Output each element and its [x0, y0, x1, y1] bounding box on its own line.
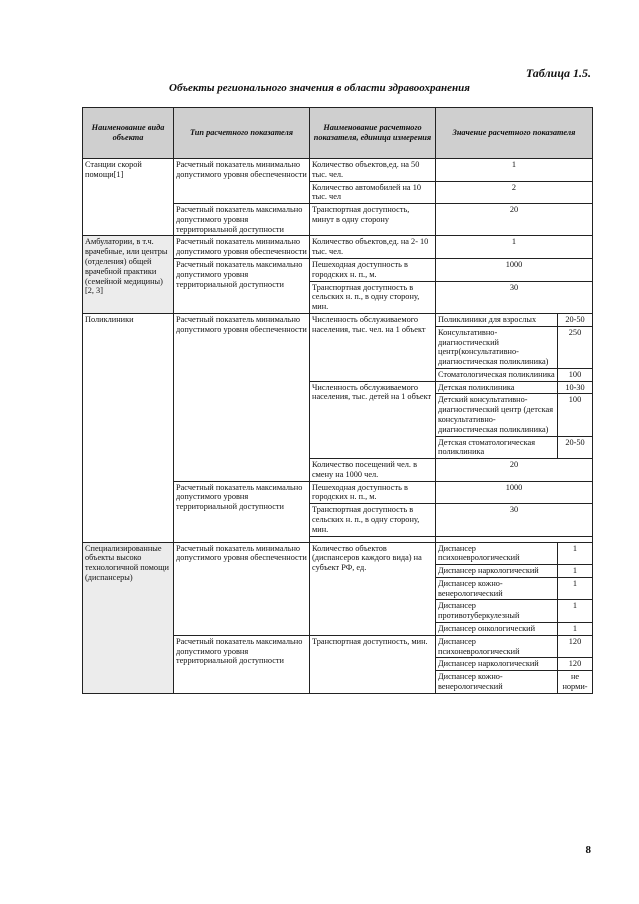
facility-type: Диспансер кожно-венерологический: [436, 577, 558, 600]
page-number: 8: [585, 844, 591, 856]
indicator-type: Расчетный показатель максимально допустимого уровня территориальной доступности: [174, 635, 310, 693]
table-header-row: [83, 108, 593, 159]
indicator-value: 2: [436, 181, 593, 204]
facility-type: Поликлиники для взрослых: [436, 313, 558, 326]
indicator-name: Количество автомобилей на 10 тыс. чел: [310, 181, 436, 204]
indicator-type: Расчетный показатель максимально допустимого уровня территориальной доступности: [174, 259, 310, 314]
indicator-name: Численность обслуживаемого населения, тыс. чел. на 1 объект: [310, 313, 436, 381]
facility-type: Детский консультативно-диагностический центр (детская консультативно-диагностическая поликлиника): [436, 394, 558, 436]
indicator-type: Расчетный показатель максимально допустимого уровня территориальной доступности: [174, 204, 310, 236]
indicator-type: Расчетный показатель максимально допустимого уровня территориальной доступности: [174, 481, 310, 542]
table-row: [83, 313, 593, 326]
facility-value: 120: [558, 635, 593, 658]
indicator-name: Количество объектов,ед. на 2- 10 тыс. чел.: [310, 236, 436, 259]
facility-value: 250: [558, 326, 593, 368]
table-row: [83, 542, 593, 565]
indicator-value: 20: [436, 459, 593, 482]
facility-type: Детская стоматологическая поликлиника: [436, 436, 558, 459]
indicator-name: Количество объектов,ед. на 50 тыс. чел.: [310, 159, 436, 182]
facility-type: Консультативно-диагностический центр(консультативно-диагностическая поликлиника): [436, 326, 558, 368]
indicator-name: Транспортная доступность в сельских н. п., в одну сторону, мин.: [310, 281, 436, 313]
facility-value: 120: [558, 658, 593, 671]
facility-type: Диспансер наркологический: [436, 565, 558, 578]
facility-value: 20-50: [558, 313, 593, 326]
indicator-value: 1000: [436, 481, 593, 504]
table-title: Объекты регионального значения в области здравоохранения: [169, 82, 470, 94]
indicator-value: 30: [436, 504, 593, 536]
object-name: Станции скорой помощи[1]: [83, 159, 174, 236]
indicator-value: 30: [436, 281, 593, 313]
indicator-name: Транспортная доступность, мин.: [310, 635, 436, 693]
facility-type: Детская поликлиника: [436, 381, 558, 394]
header-indicator-value: Значение расчетного показателя: [436, 108, 593, 159]
object-name: Специализированные объекты высоко технологичной помощи (диспансеры): [83, 542, 174, 693]
indicator-name: Пешеходная доступность в городских н. п., м.: [310, 481, 436, 504]
table-row: [83, 236, 593, 259]
indicator-value: 20: [436, 204, 593, 236]
header-indicator-type: Тип расчетного показателя: [174, 108, 310, 159]
facility-value: 1: [558, 623, 593, 636]
indicator-type: Расчетный показатель минимально допустимого уровня обеспеченности: [174, 236, 310, 259]
indicator-name: Количество объектов (диспансеров каждого вида) на субъект РФ, ед.: [310, 542, 436, 635]
indicator-value: 1000: [436, 259, 593, 282]
facility-value: 1: [558, 577, 593, 600]
object-name: Амбулатории, в т.ч. врачебные, или центры (отделения) общей врачебной практики (семейной медицины) [2, 3]: [83, 236, 174, 313]
table-row: [83, 159, 593, 182]
indicator-name: Транспортная доступность, минут в одну сторону: [310, 204, 436, 236]
table-label: Таблица 1.5.: [525, 66, 591, 80]
indicator-name: Пешеходная доступность в городских н. п., м.: [310, 259, 436, 282]
facility-type: Диспансер наркологический: [436, 658, 558, 671]
facility-value: 1: [558, 565, 593, 578]
facility-value: 1: [558, 542, 593, 565]
header-object-type: Наименование вида объекта: [83, 108, 174, 159]
indicator-name: Численность обслуживаемого населения, тыс. детей на 1 объект: [310, 381, 436, 458]
facility-type: Стоматологическая поликлиника: [436, 368, 558, 381]
object-name: Поликлиники: [83, 313, 174, 542]
indicators-table: [82, 107, 593, 694]
indicator-value: 1: [436, 159, 593, 182]
indicator-type: Расчетный показатель минимально допустимого уровня обеспеченности: [174, 313, 310, 481]
indicator-name: Транспортная доступность в сельских н. п., в одну сторону, мин.: [310, 504, 436, 536]
facility-type: Диспансер противотуберкулезный: [436, 600, 558, 623]
facility-value: 10-30: [558, 381, 593, 394]
facility-value: 20-50: [558, 436, 593, 459]
header-indicator-name: Наименование расчетного показателя, единица измерения: [310, 108, 436, 159]
indicator-value: 1: [436, 236, 593, 259]
facility-value: 1: [558, 600, 593, 623]
facility-value: 100: [558, 394, 593, 436]
facility-type: Диспансер психоневрологический: [436, 635, 558, 658]
facility-type: Диспансер кожно-венерологический: [436, 671, 558, 694]
facility-value: 100: [558, 368, 593, 381]
facility-value: не норми-: [558, 671, 593, 694]
indicator-type: Расчетный показатель минимально допустимого уровня обеспеченности: [174, 159, 310, 204]
facility-type: Диспансер онкологический: [436, 623, 558, 636]
facility-type: Диспансер психоневрологический: [436, 542, 558, 565]
indicator-type: Расчетный показатель минимально допустимого уровня обеспеченности: [174, 542, 310, 635]
indicator-name: Количество посещений чел. в смену на 1000 чел.: [310, 459, 436, 482]
